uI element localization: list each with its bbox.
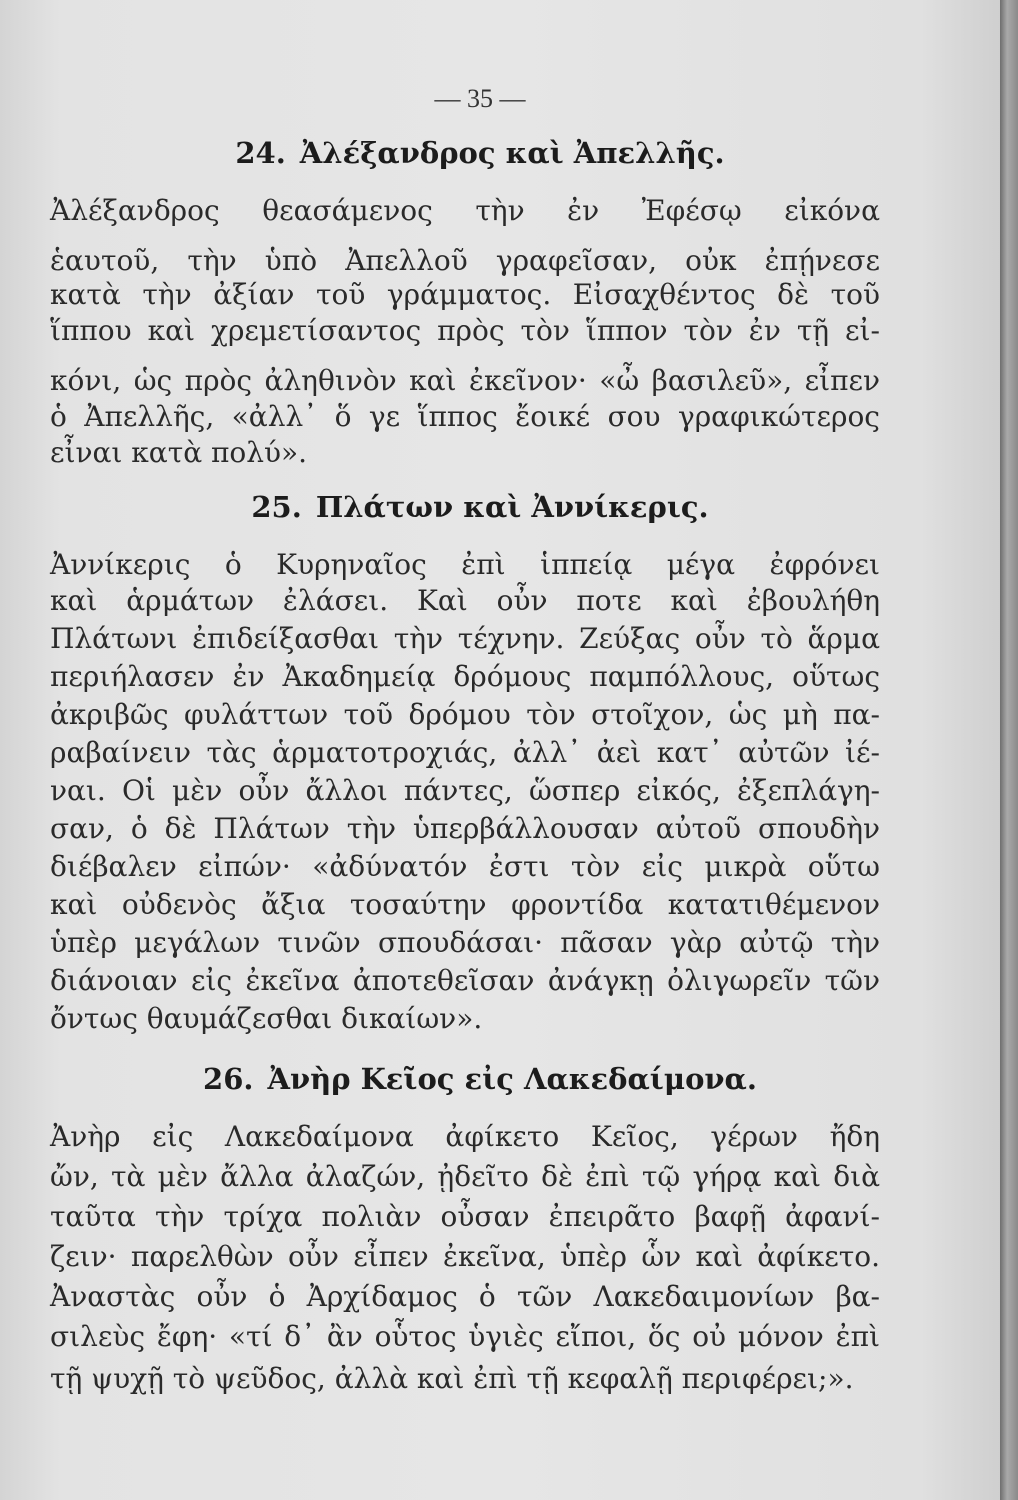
section-title: Ἀνὴρ Κεῖος εἰς Λακεδαίμονα. — [267, 1062, 757, 1096]
text-line: ζειν· παρελθὼν οὖν εἶπεν ἐκεῖνα, ὑπὲρ ὧν καὶ ἀφίκετο. — [50, 1240, 880, 1273]
text-line: Ἀναστὰς οὖν ὁ Ἀρχίδαμος ὁ τῶν Λακεδαιμονίων βα- — [50, 1280, 880, 1313]
text-line: κατὰ τὴν ἀξίαν τοῦ γράμματος. Εἰσαχθέντος δὲ τοῦ — [50, 278, 880, 311]
text-line: καὶ ἁρμάτων ἐλάσει. Καὶ οὖν ποτε καὶ ἐβουλήθη — [50, 584, 880, 617]
text-line: ταῦτα τὴν τρίχα πολιὰν οὖσαν ἐπειρᾶτο βαφῇ ἀφανί- — [50, 1200, 880, 1233]
text-line: κόνι, ὡς πρὸς ἀληθινὸν καὶ ἐκεῖνον· «ὦ βασιλεῦ», εἶπεν — [50, 364, 880, 397]
section-number: 26. — [203, 1062, 254, 1096]
text-line: τῇ ψυχῇ τὸ ψεῦδος, ἀλλὰ καὶ ἐπὶ τῇ κεφαλῇ περιφέρει;». — [50, 1362, 854, 1395]
section-heading-25 — [0, 490, 960, 524]
text-line: ὑπὲρ μεγάλων τινῶν σπουδάσαι· πᾶσαν γὰρ αὐτῷ τὴν — [50, 926, 880, 959]
text-line: Ἀλέξανδρος θεασάμενος τὴν ἐν Ἐφέσῳ εἰκόνα — [50, 194, 880, 227]
section-heading-24 — [0, 136, 960, 170]
text-line: σιλεὺς ἔφη· «τί δ᾽ ἂν οὗτος ὑγιὲς εἴποι, ὅς οὐ μόνον ἐπὶ — [50, 1320, 880, 1353]
text-line: καὶ οὐδενὸς ἄξια τοσαύτην φροντίδα κατατιθέμενον — [50, 888, 880, 921]
text-line: Πλάτωνι ἐπιδείξασθαι τὴν τέχνην. Ζεύξας οὖν τὸ ἅρμα — [50, 622, 880, 655]
page-edge — [1000, 0, 1018, 1500]
section-heading-26 — [0, 1062, 960, 1096]
text-line: διάνοιαν εἰς ἐκεῖνα ἀποτεθεῖσαν ἀνάγκῃ ὀλιγωρεῖν τῶν — [50, 964, 880, 997]
text-line: ἑαυτοῦ, τὴν ὑπὸ Ἀπελλοῦ γραφεῖσαν, οὐκ ἐπῄνεσε — [50, 244, 880, 277]
text-line: ὄντως θαυμάζεσθαι δικαίων». — [50, 1002, 483, 1035]
text-line: εἶναι κατὰ πολύ». — [50, 436, 308, 469]
text-line: σαν, ὁ δὲ Πλάτων τὴν ὑπερβάλλουσαν αὐτοῦ σπουδὴν — [50, 812, 880, 845]
text-line: Ἀνὴρ εἰς Λακεδαίμονα ἀφίκετο Κεῖος, γέρων ἤδη — [50, 1120, 880, 1153]
text-line: περιήλασεν ἐν Ἀκαδημείᾳ δρόμους παμπόλλους, οὕτως — [50, 660, 880, 693]
section-title: Ἀλέξανδρος καὶ Ἀπελλῆς. — [299, 136, 725, 170]
section-number: 25. — [251, 490, 302, 524]
section-title: Πλάτων καὶ Ἀννίκερις. — [315, 490, 709, 524]
text-line: ὤν, τὰ μὲν ἄλλα ἀλαζών, ᾐδεῖτο δὲ ἐπὶ τῷ γήρᾳ καὶ διὰ — [50, 1160, 880, 1193]
text-line: Ἀννίκερις ὁ Κυρηναῖος ἐπὶ ἱππείᾳ μέγα ἐφρόνει — [50, 548, 880, 581]
text-line: ναι. Οἱ μὲν οὖν ἄλλοι πάντες, ὥσπερ εἰκός, ἐξεπλάγη- — [50, 774, 880, 807]
text-line: ὁ Ἀπελλῆς, «ἀλλ᾽ ὅ γε ἵππος ἔοικέ σου γραφικώτερος — [50, 400, 880, 433]
page-number: — 35 — — [434, 84, 526, 113]
text-line: ἵππου καὶ χρεμετίσαντος πρὸς τὸν ἵππον τὸν ἐν τῇ εἰ- — [50, 314, 880, 347]
text-line: ραβαίνειν τὰς ἁρματοτροχιάς, ἀλλ᾽ ἀεὶ κατ᾽ αὐτῶν ἰέ- — [50, 736, 880, 769]
text-line: διέβαλεν εἰπών· «ἀδύνατόν ἐστι τὸν εἰς μικρὰ οὕτω — [50, 850, 880, 883]
section-number: 24. — [235, 136, 286, 170]
text-line: ἀκριβῶς φυλάττων τοῦ δρόμου τὸν στοῖχον, ὡς μὴ πα- — [50, 698, 880, 731]
